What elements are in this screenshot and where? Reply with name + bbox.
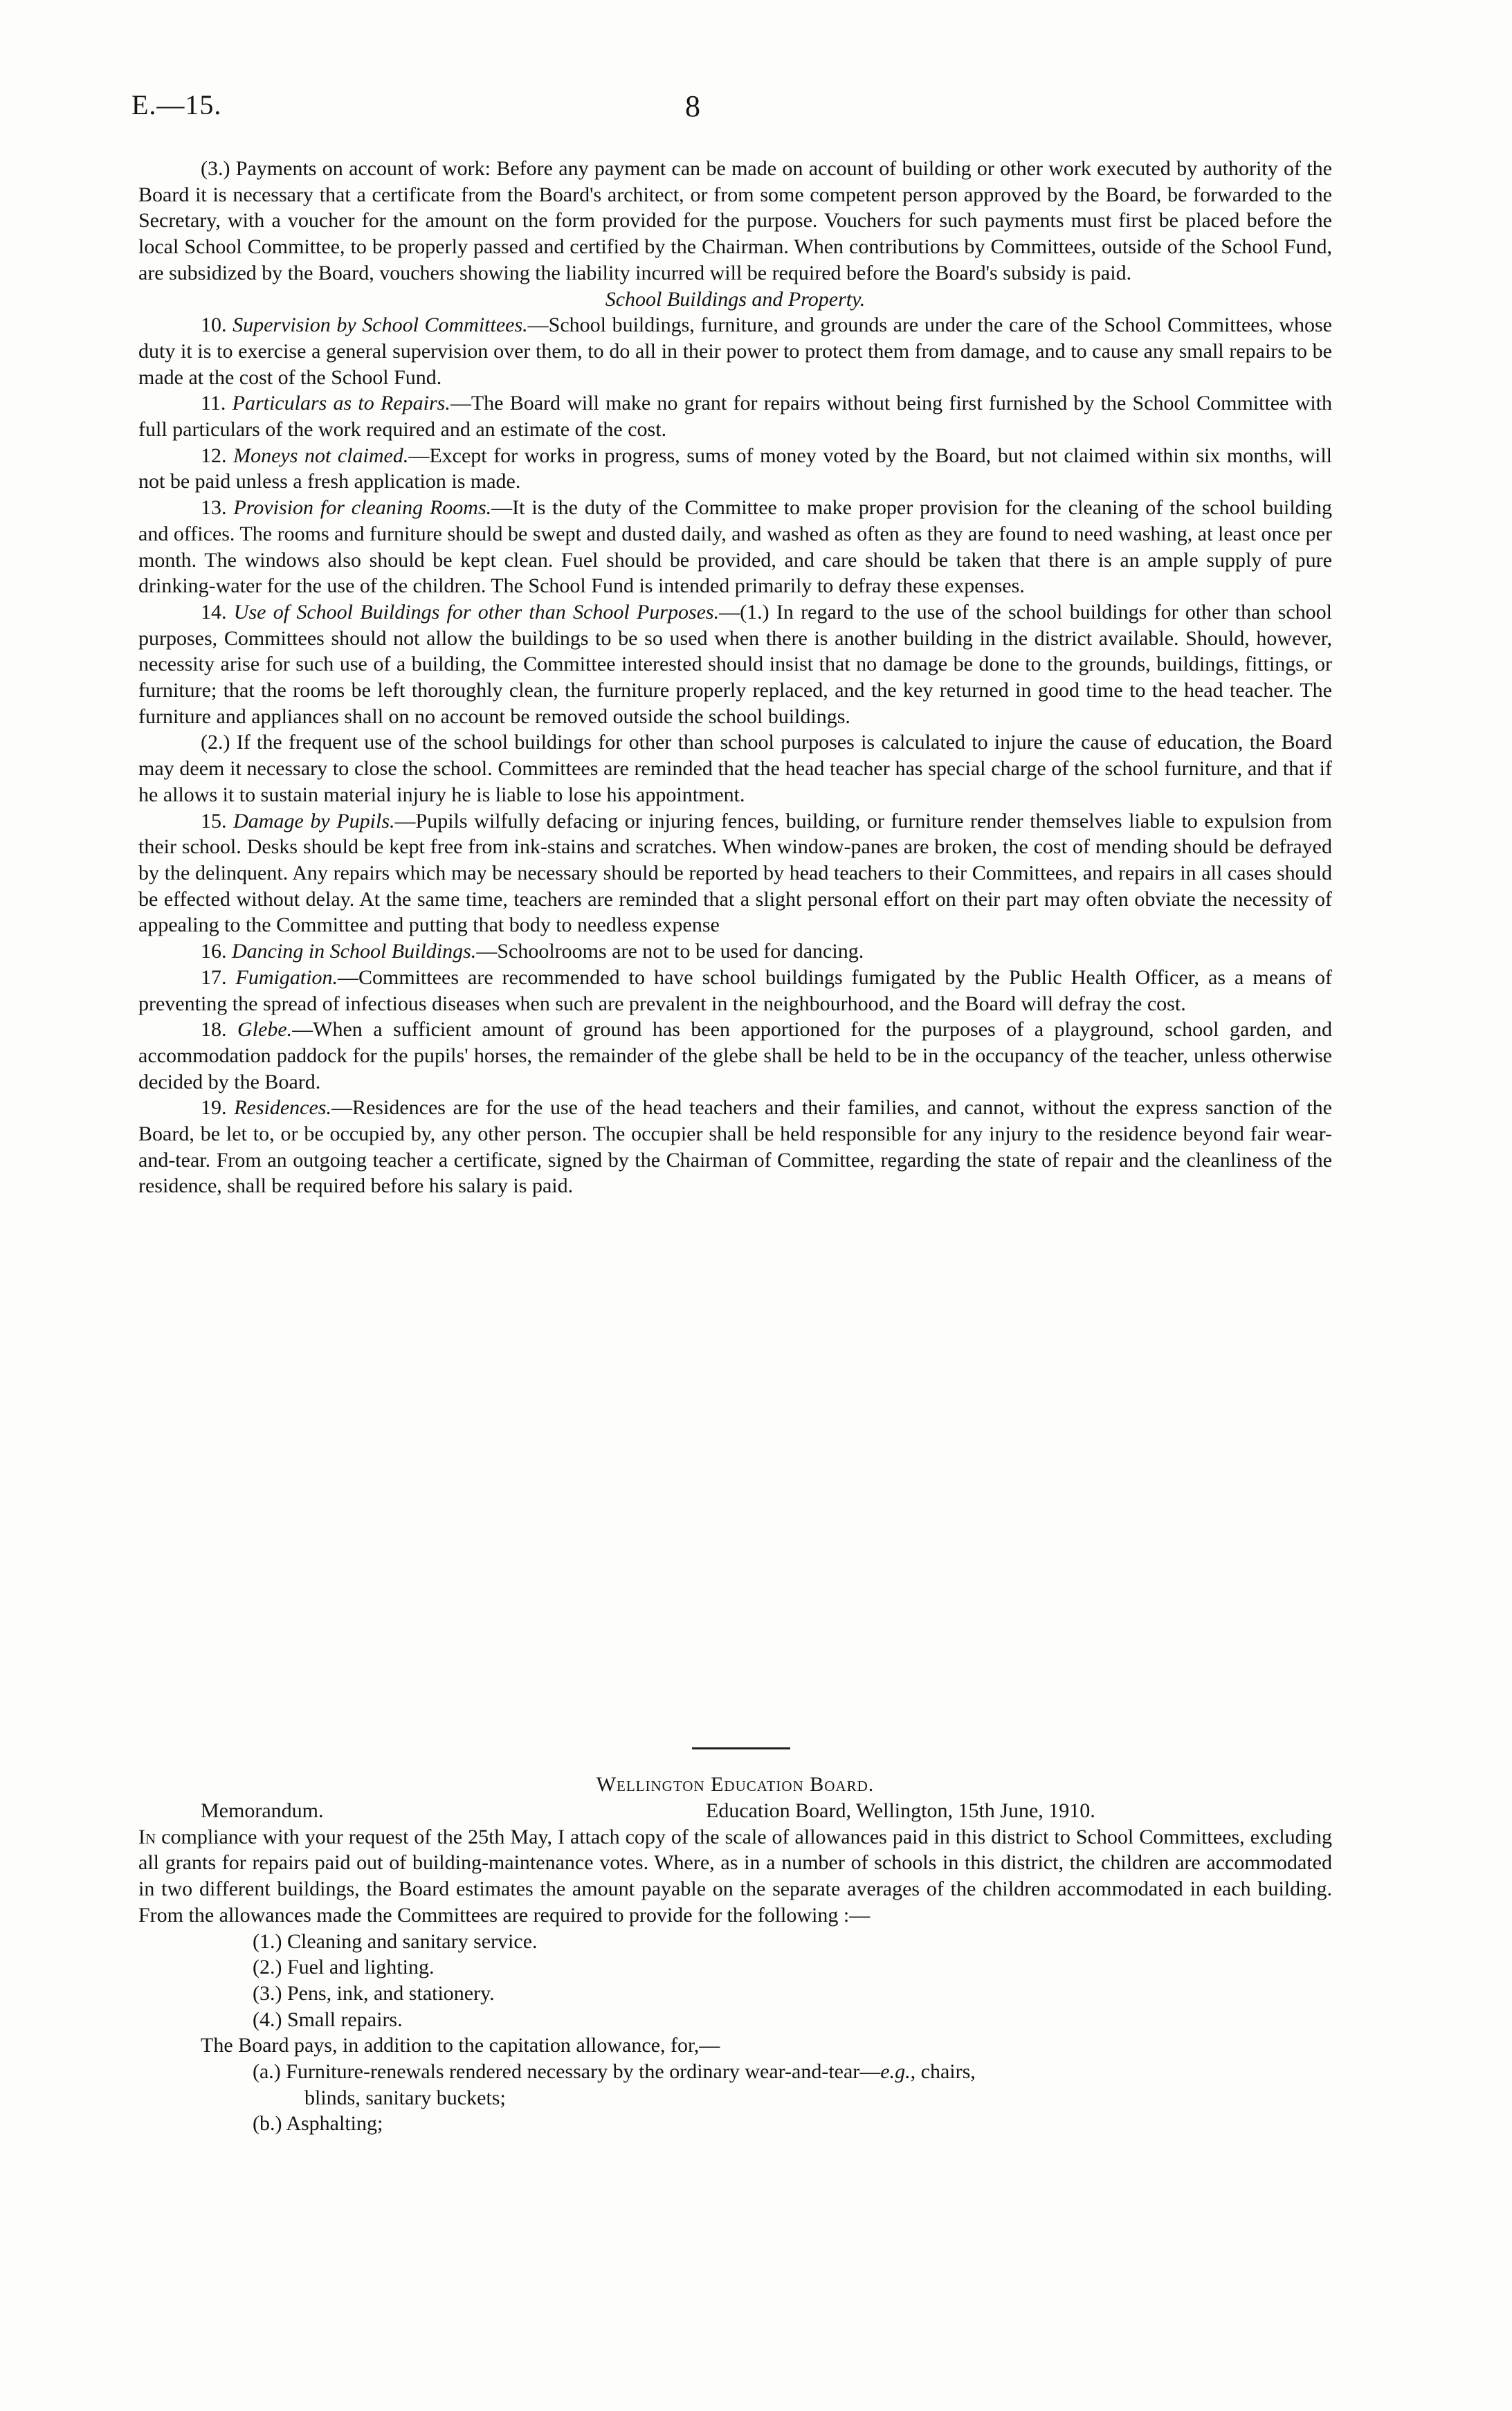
clause-14: [138, 599, 1332, 730]
clause-text: —Pupils wilfully defacing or injuring fences, building, or furniture render themselves liable to expulsion from their school. Desks should be kept free from ink-stains and scratches. When window-panes are broken, the cost of mending should be defrayed by the delinquent. Any repairs which may be necessary should be reported by head teachers to their Committees, and repairs in all cases should be effected without delay. At the same time, teachers are reminded that a slight personal effort on their part may often obviate the necessity of appealing to the Committee and putting that body to needless expense: [138, 809, 1333, 937]
clause-text: —When a sufficient amount of ground has been apportioned for the purposes of a playground, school garden, and accommodation paddock for the pupils' horses, the remainder of the glebe shall be held to be in the occupancy of the teacher, unless otherwise decided by the Board.: [138, 1018, 1332, 1093]
clause-17: [138, 965, 1332, 1017]
clause-title: Use of School Buildings for other than School Purposes.: [233, 600, 720, 624]
sub-item-a: [138, 2059, 1332, 2111]
clause-title: Residences.: [234, 1096, 331, 1120]
clause-text: —The Board will make no grant for repairs without being first furnished by the School Committee with full particulars of the work required and an estimate of the cost.: [138, 392, 1333, 442]
clause-number: 12.: [201, 444, 227, 467]
clause-title: Damage by Pupils.: [233, 809, 395, 833]
clause-16: [138, 938, 1332, 965]
memo-items: [138, 1929, 1332, 2033]
clause-number: 14.: [201, 600, 227, 624]
list-item: (3.) Pens, ink, and stationery.: [253, 1981, 495, 2005]
clause-15: [138, 808, 1332, 939]
clause-11: [138, 390, 1332, 442]
clause-number: 13.: [201, 496, 227, 520]
clause-number: 15.: [201, 809, 227, 833]
clause-text: —It is the duty of the Committee to make proper provision for the cleaning of the school building and offices. The rooms and furniture should be swept and dusted daily, and washed as often as they are found to need washing, at least once per month. The windows also should be kept clean. Fuel should be provided, and care should be taken that there is an ample supply of pure drinking-water for the use of the children. The School Fund is intended primarily to defray these expenses.: [138, 496, 1332, 598]
clause-title: Fumigation.: [235, 965, 338, 989]
clause-text: —Except for works in progress, sums of money voted by the Board, but not claimed within six months, will not be paid unless a fresh application is made.: [138, 444, 1332, 493]
clause-title: Supervision by School Committees.: [233, 313, 528, 337]
list-item: (4.) Small repairs.: [253, 2008, 403, 2031]
section-heading: School Buildings and Property.: [605, 287, 866, 311]
sub-item-b: (b.) Asphalting;: [253, 2112, 383, 2136]
page-header: [131, 89, 1336, 130]
memo-label: Memorandum.: [201, 1799, 324, 1822]
clause-title: Moneys not claimed.: [233, 444, 409, 467]
clause-text: —Residences are for the use of the head teachers and their families, and cannot, without the express sanction of the Board, be let to, or be occupied by, any other person. The occupier shall be held responsible for any injury to the residence beyond fair wear-and-tear. From an outgoing teacher a certificate, signed by the Chairman of Committee, regarding the state of repair and the cleanliness of the residence, shall be required before his salary is paid.: [138, 1096, 1332, 1198]
board-pays: The Board pays, in addition to the capitation allowance, for,—: [201, 2034, 720, 2057]
memo-lead: In: [138, 1825, 156, 1848]
clause-text: —Schoolrooms are not to be used for dancing.: [476, 940, 864, 963]
clause-text: —Committees are recommended to have school buildings fumigated by the Public Health Officer, as a means of preventing the spread of infectious diseases when such are prevalent in the neighbourhood, and the Board will defray the cost.: [138, 965, 1333, 1015]
sub-item-text: Furniture-renewals rendered necessary by the ordinary wear-and-tear—: [286, 2060, 881, 2084]
memo-body: [138, 1824, 1332, 1929]
clause-14-2: (2.) If the frequent use of the school buildings for other than school purposes is calculated to injure the cause of education, the Board may deem it necessary to close the school. Committees are reminded that the head teacher has special charge of the school furniture, and that if he allows it to sustain material injury he is liable to lose his appointment.: [138, 731, 1332, 806]
clause-number: 18.: [201, 1018, 227, 1041]
clause-title: Provision for cleaning Rooms.: [233, 496, 492, 520]
clause-number: 10.: [201, 313, 227, 337]
list-item: (2.) Fuel and lighting.: [253, 1956, 435, 1979]
memo-title: Wellington Education Board.: [596, 1773, 875, 1796]
list-item: (1.) Cleaning and sanitary service.: [253, 1929, 538, 1953]
clause-text: —School buildings, furniture, and grounds are under the care of the School Committees, whose duty it is to exercise a general supervision over them, to do all in their power to protect them from damage, and to cause any small repairs to be made at the cost of the School Fund.: [138, 313, 1333, 389]
memo-dateline: Education Board, Wellington, 15th June, 1910.: [706, 1799, 1095, 1822]
clause-12: [138, 443, 1332, 495]
page-number: 8: [685, 89, 700, 123]
clause-18: [138, 1017, 1332, 1095]
sub-item-rest: , chairs,: [910, 2060, 976, 2084]
clause-title: Glebe.: [237, 1018, 293, 1041]
clause-number: 11.: [201, 392, 226, 415]
memorandum: [138, 1772, 1332, 2137]
clause-title: Particulars as to Repairs.: [232, 392, 450, 415]
section-divider: [692, 1747, 790, 1749]
sub-item-continuation: blinds, sanitary buckets;: [304, 2086, 506, 2109]
clause-number: 16.: [201, 940, 227, 963]
body-text: [138, 156, 1332, 1199]
sub-item-eg: e.g.: [880, 2060, 911, 2084]
clause-19: [138, 1095, 1332, 1199]
clause-number: 19.: [201, 1096, 227, 1120]
memo-body-text: compliance with your request of the 25th May, I attach copy of the scale of allowances paid in this district to School Committees, excluding all grants for repairs paid out of building-maintenance votes. Where, as in a number of schools in this district, the children are accommodated in two different buildings, the Board estimates the amount payable on the separate averages of the children accommodated in each building. From the allowances made the Committees are required to provide for the following :—: [138, 1825, 1332, 1927]
clause-text: —(1.) In regard to the use of the school buildings for other than school purposes, Committees should not allow the buildings to be so used when there is another building in the district available. Should, however, necessity arise for such use of a building, the Committee interested should insist that no damage be done to the grounds, buildings, fittings, or furniture; that the rooms be left thoroughly clean, the furniture properly replaced, and the key returned in good time to the head teacher. The furniture and appliances shall on no account be removed outside the school buildings.: [138, 600, 1332, 728]
document-reference: E.—15.: [131, 89, 222, 120]
clause-13: [138, 495, 1332, 599]
clause-10: [138, 312, 1332, 390]
clause-number: 17.: [201, 965, 227, 989]
clause-title: Dancing in School Buildings.: [232, 940, 477, 963]
sub-item-label: (a.): [253, 2060, 281, 2084]
paragraph-payments: (3.) Payments on account of work: Before any payment can be made on account of building or other work executed by authority of the Board it is necessary that a certificate from the Board's architect, or from some competent person approved by the Board, be forwarded to the Secretary, with a voucher for the amount on the form provided for the purpose. Vouchers for such payments must first be placed before the local School Committee, to be properly passed and certified by the Chairman. When contributions by Committees, outside of the School Fund, are subsidized by the Board, vouchers showing the liability incurred will be required before the Board's subsidy is paid.: [138, 157, 1332, 284]
memo-dateline-row: [138, 1798, 1332, 1824]
